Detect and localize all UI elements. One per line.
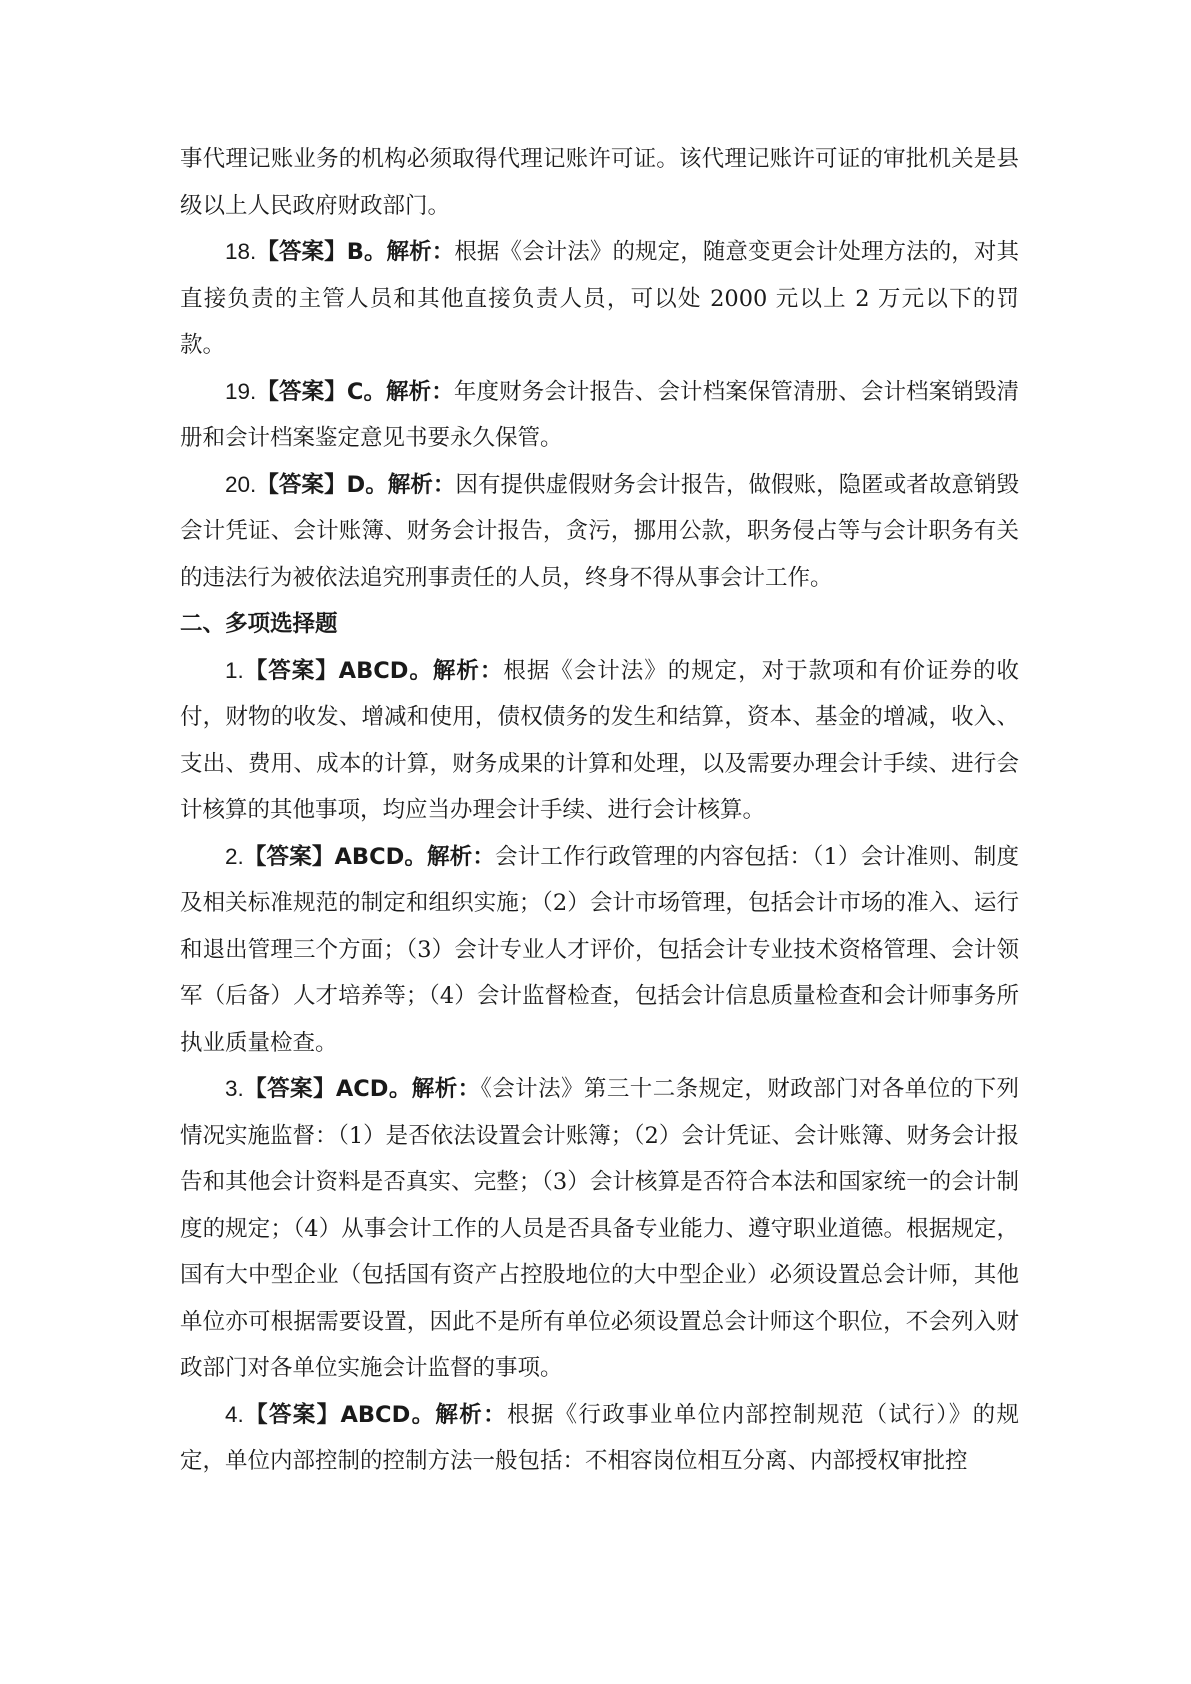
explanation-text: 《会计法》第三十二条规定，财政部门对各单位的下列情况实施监督：（1）是否依法设置会计账簿；（2）会计凭证、会计账簿、财务会计报告和其他会计资料是否真实、完整；（3）会计核算是否符合本法和国家统一的会计制度的规定；（4）从事会计工作的人员是否具备专业能力、遵守职业道德。根据规定，国有大中型企业（包括国有资产占控股地位的大中型企业）必须设置总会计师，其他单位亦可根据需要设置，因此不是所有单位必须设置总会计师这个职位，不会列入财政部门对各单位实施会计监督的事项。 (180, 1076, 1019, 1381)
document-body (180, 136, 1019, 1485)
explanation-text: 根据《行政事业单位内部控制规范（试行）》的规定，单位内部控制的控制方法一般包括：不相容岗位相互分离、内部授权审批控 (180, 1401, 1019, 1474)
answer-label: 【答案】ABCD。解析： (243, 843, 496, 870)
answer-label: 【答案】ACD。解析： (243, 1076, 481, 1102)
question-number: 4. (225, 1401, 244, 1427)
question-number: 19. (225, 378, 257, 404)
answer-paragraph-mc-4 (180, 1392, 1019, 1485)
explanation-text: 根据《会计法》的规定，对于款项和有价证券的收付，财物的收发、增减和使用，债权债务的发生和结算，资本、基金的增减，收入、支出、费用、成本的计算，财务成果的计算和处理，以及需要办理会计手续、进行会计核算的其他事项，均应当办理会计手续、进行会计核算。 (180, 657, 1019, 823)
answer-label: 【答案】ABCD。解析： (243, 1401, 507, 1428)
answer-paragraph-mc-2 (180, 834, 1019, 1067)
answer-paragraph-mc-3 (180, 1066, 1019, 1392)
explanation-text: 会计工作行政管理的内容包括：（1）会计准则、制度及相关标准规范的制定和组织实施；（2）会计市场管理，包括会计市场的准入、运行和退出管理三个方面；（3）会计专业人才评价，包括会计专业技术资格管理、会计领军（后备）人才培养等；（4）会计监督检查，包括会计信息质量检查和会计师事务所执业质量检查。 (180, 843, 1019, 1056)
answer-paragraph-20 (180, 462, 1019, 602)
answer-paragraph-mc-1 (180, 648, 1019, 834)
answer-label: 【答案】ABCD。解析： (243, 657, 504, 684)
explanation-text: 因有提供虚假财务会计报告，做假账，隐匿或者故意销毁会计凭证、会计账簿、财务会计报告，贪污，挪用公款，职务侵占等与会计职务有关的违法行为被依法追究刑事责任的人员，终身不得从事会计工作。 (180, 471, 1019, 591)
question-number: 20. (225, 471, 257, 497)
continuation-paragraph: 事代理记账业务的机构必须取得代理记账许可证。该代理记账许可证的审批机关是县级以上人民政府财政部门。 (180, 146, 1019, 219)
question-number: 3. (225, 1076, 244, 1101)
question-number: 1. (225, 657, 244, 683)
answer-paragraph-18 (180, 229, 1019, 369)
question-number: 18. (225, 239, 257, 264)
question-number: 2. (225, 843, 244, 869)
section-heading-multiple-choice: 二、多项选择题 (180, 611, 338, 637)
answer-paragraph-19 (180, 369, 1019, 462)
explanation-text: 根据《会计法》的规定，随意变更会计处理方法的，对其直接负责的主管人员和其他直接负责人员，可以处 2000 元以上 2 万元以下的罚款。 (180, 239, 1019, 358)
answer-label: 【答案】C。解析： (256, 378, 454, 405)
answer-label: 【答案】D。解析： (256, 471, 456, 498)
answer-label: 【答案】B。解析： (256, 239, 455, 265)
explanation-text: 年度财务会计报告、会计档案保管清册、会计档案销毁清册和会计档案鉴定意见书要永久保管。 (180, 378, 1019, 451)
